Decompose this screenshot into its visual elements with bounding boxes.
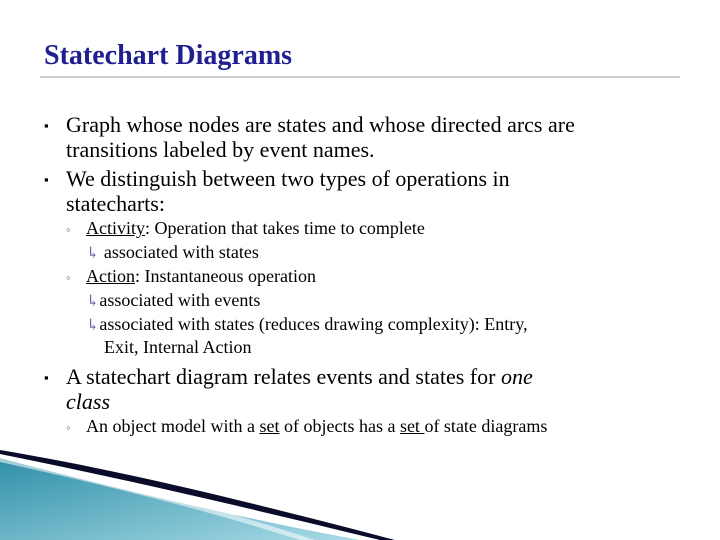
point-1-line-1: Graph whose nodes are states and whose directed arcs are (66, 112, 575, 137)
arrow-icon: ↳ (86, 293, 100, 310)
activity-term: Activity (86, 218, 145, 238)
point-3-line-1 (66, 365, 533, 388)
title-divider (40, 76, 680, 78)
action-sub-line-1 (86, 290, 260, 312)
sub-point-3-c: of state diagrams (424, 416, 548, 436)
point-3-emphasis: one (500, 364, 533, 389)
activity-sub-line (86, 242, 259, 264)
point-3-text: A statechart diagram relates events and states for (66, 364, 501, 389)
action-line (86, 266, 316, 286)
point-3-line-2: class (66, 389, 110, 414)
bullet-icon: ▪ (44, 172, 49, 187)
bullet-icon: ▪ (44, 370, 49, 385)
sub-bullet-icon: ◦ (66, 270, 71, 285)
sub-point-3-a: An object model with a (86, 416, 260, 436)
sub-point-3-b: of objects has a (279, 416, 400, 436)
point-2-line-1: We distinguish between two types of operations in (66, 166, 510, 191)
decorative-swoosh (0, 450, 720, 540)
arrow-icon: ↳ (86, 317, 100, 334)
sub-point-3-set-2: set (399, 416, 425, 436)
slide-title: Statechart Diagrams (44, 40, 293, 71)
action-sub-line-2-cont: Exit, Internal Action (104, 337, 252, 357)
sub-bullet-icon: ◦ (66, 222, 71, 237)
action-sub-line-2 (86, 314, 528, 336)
action-description: : Instantaneous operation (135, 266, 316, 286)
sub-point-3 (86, 416, 547, 436)
arrow-icon: ↳ (86, 245, 100, 262)
point-2-line-2: statecharts: (66, 191, 165, 216)
action-sub-text-2: associated with states (reduces drawing complexity): Entry, (99, 314, 528, 334)
activity-sub-text: associated with states (99, 242, 259, 262)
activity-line (86, 218, 425, 238)
action-sub-text-1: associated with events (99, 290, 261, 310)
action-term: Action (86, 266, 135, 286)
point-1-line-2: transitions labeled by event names. (66, 137, 375, 162)
sub-bullet-icon: ◦ (66, 420, 71, 435)
activity-description: : Operation that takes time to complete (145, 218, 425, 238)
bullet-icon: ▪ (44, 118, 49, 133)
sub-point-3-set-1: set (259, 416, 280, 436)
